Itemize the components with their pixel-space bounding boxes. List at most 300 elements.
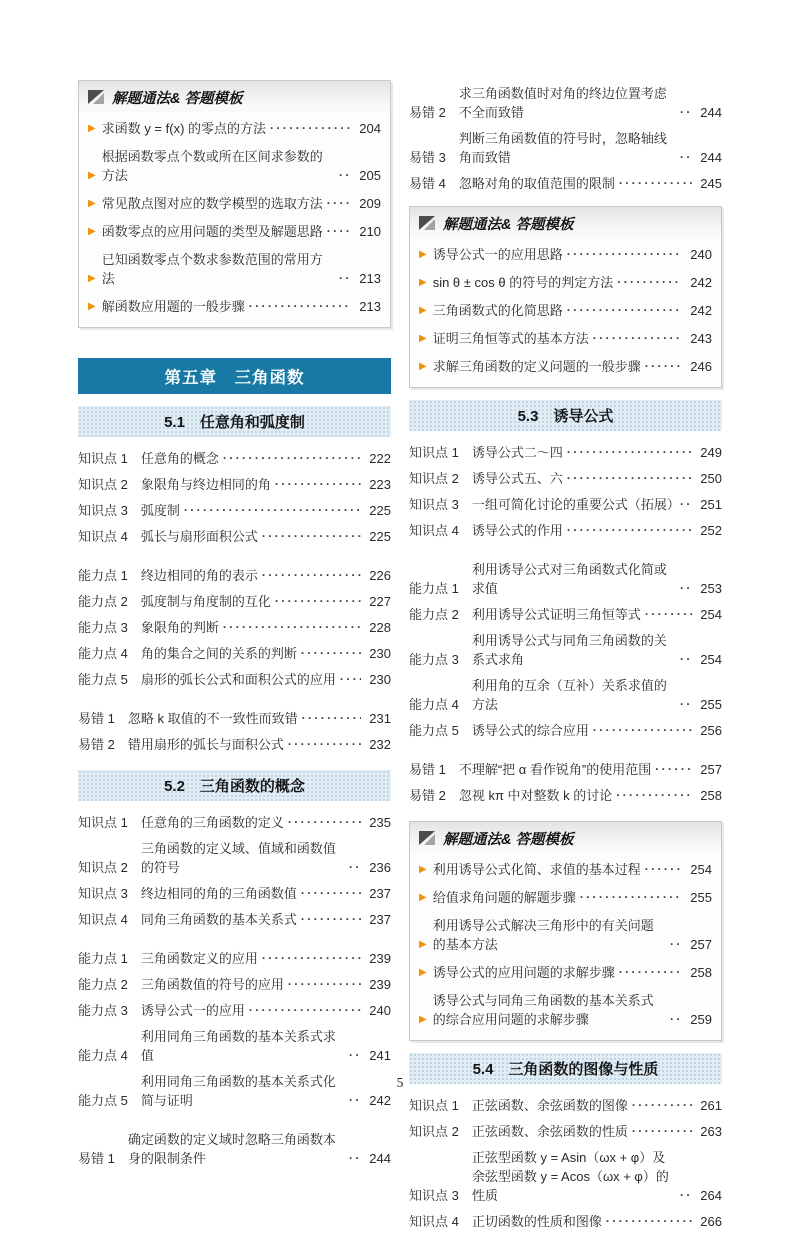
dot-leader: [327, 222, 351, 241]
entry-title: 利用角的互余（互补）关系求值的方法: [471, 677, 667, 712]
arrow-bullet-icon: ▶: [88, 169, 96, 181]
dot-leader: [680, 148, 692, 167]
toc-entry: [78, 614, 391, 640]
entry-label: 易错 1: [78, 710, 115, 726]
entry-title: 象限角的判断: [140, 619, 219, 635]
page-ref: 205: [359, 167, 381, 183]
dot-leader: [567, 301, 682, 320]
dot-leader: [301, 644, 361, 663]
entry-label: 知识点 4: [409, 1213, 459, 1229]
arrow-bullet-icon: ▶: [419, 332, 427, 344]
entry-label: 知识点 4: [78, 528, 128, 544]
right-column: [409, 80, 722, 1229]
dot-leader: [288, 813, 361, 832]
entry-title: 求函数 y = f(x) 的零点的方法: [101, 120, 267, 136]
page-ref: 209: [359, 195, 381, 211]
entry-group: [78, 809, 391, 932]
entry-title: 利用同角三角函数的基本关系式求值: [140, 1028, 336, 1063]
arrow-bullet-icon: ▶: [419, 863, 427, 875]
method-box-header: [410, 822, 721, 853]
arrow-bullet-icon: ▶: [88, 272, 96, 284]
method-item: [419, 240, 712, 268]
dot-leader: [645, 860, 682, 879]
toc-entry: [78, 445, 391, 471]
entry-label: 能力点 4: [78, 645, 128, 661]
footer-page-number: 5: [396, 1075, 404, 1090]
page-ref: 244: [700, 104, 722, 120]
toc-entry: [78, 640, 391, 666]
entry-label: 知识点 2: [78, 476, 128, 492]
dot-leader: [567, 469, 692, 488]
dot-leader: [680, 650, 692, 669]
entry-title: 正弦函数、余弦函数的性质: [471, 1123, 628, 1139]
toc-entry: [78, 497, 391, 523]
entry-label: 能力点 4: [78, 1047, 128, 1063]
dot-leader: [340, 670, 361, 689]
dot-leader: [670, 1010, 682, 1029]
page-ref: 222: [369, 450, 391, 466]
dot-leader: [567, 521, 692, 540]
entry-title: 忽略 k 取值的不一致性而致错: [127, 710, 298, 726]
dot-leader: [301, 910, 361, 929]
dot-leader: [632, 1096, 692, 1115]
toc-entry: [409, 517, 722, 543]
entry-group: [409, 1092, 722, 1234]
entry-title: 三角函数值的符号的应用: [140, 976, 284, 992]
method-box-title: 解题通法& 答题模板: [112, 91, 243, 107]
page-ref: 241: [369, 1047, 391, 1063]
dot-leader: [680, 495, 692, 514]
page-ref: 237: [369, 911, 391, 927]
entry-title: 已知函数零点个数求参数范围的常用方法: [101, 251, 323, 286]
page-ref: 228: [369, 619, 391, 635]
entry-label: 能力点 4: [409, 696, 459, 712]
arrow-bullet-icon: ▶: [88, 197, 96, 209]
page-ref: 258: [700, 787, 722, 803]
dot-leader: [249, 1001, 361, 1020]
entry-label: 能力点 3: [78, 619, 128, 635]
toc-entry: [409, 170, 722, 196]
entry-title: 正切函数的性质和图像: [471, 1213, 602, 1229]
entry-title: 函数零点的应用问题的类型及解题思路: [101, 223, 323, 239]
entry-label: 知识点 2: [78, 859, 128, 875]
entry-label: 能力点 1: [78, 950, 128, 966]
page-ref: 244: [369, 1150, 391, 1166]
dot-leader: [645, 357, 682, 376]
toc-entry: [409, 627, 722, 672]
entry-title: 给值求角问题的解题步骤: [432, 889, 576, 905]
page-ref: 261: [700, 1097, 722, 1113]
arrow-bullet-icon: ▶: [419, 276, 427, 288]
entry-group: [409, 439, 722, 543]
entry-title: 一组可简化讨论的重要公式（拓展）: [471, 496, 680, 512]
toc-entry: [409, 125, 722, 170]
page-ref: 225: [369, 502, 391, 518]
entry-group: [409, 556, 722, 743]
entry-label: 知识点 4: [409, 522, 459, 538]
entry-label: 知识点 1: [78, 814, 128, 830]
entry-label: 能力点 1: [78, 567, 128, 583]
method-item: [419, 958, 712, 986]
dot-leader: [567, 443, 692, 462]
entry-title: 诱导公式一的应用: [140, 1002, 245, 1018]
toc-entry: [409, 672, 722, 717]
dot-leader: [349, 1091, 361, 1110]
toc-entry: [78, 666, 391, 692]
toc-entry: [78, 562, 391, 588]
section-heading: 5.2 三角函数的概念: [78, 770, 391, 801]
toc-entry: [409, 556, 722, 601]
dot-leader: [223, 449, 361, 468]
page-ref: 239: [369, 950, 391, 966]
method-item: [419, 268, 712, 296]
entry-label: 易错 2: [78, 736, 115, 752]
toc-page: [78, 80, 722, 1229]
method-box-title: 解题通法& 答题模板: [443, 217, 574, 233]
method-item: [88, 114, 381, 142]
method-item: [88, 217, 381, 245]
entry-label: 知识点 2: [409, 1123, 459, 1139]
dot-leader: [262, 949, 361, 968]
entry-label: 知识点 3: [409, 1187, 459, 1203]
page-ref: 244: [700, 149, 722, 165]
page-ref: 239: [369, 976, 391, 992]
entry-label: 易错 2: [409, 104, 446, 120]
arrow-bullet-icon: ▶: [419, 891, 427, 903]
entry-title: 弧长与扇形面积公式: [140, 528, 258, 544]
page-ref: 242: [690, 302, 712, 318]
entry-title: 诱导公式的作用: [471, 522, 563, 538]
page-ref: 254: [700, 606, 722, 622]
entry-title: 常见散点图对应的数学模型的选取方法: [101, 195, 323, 211]
toc-entry: [409, 80, 722, 125]
page-ref: 266: [700, 1213, 722, 1229]
page-ref: 249: [700, 444, 722, 460]
toc-entry: [78, 523, 391, 549]
dot-leader: [655, 760, 692, 779]
dot-leader: [645, 605, 692, 624]
page-ref: 232: [369, 736, 391, 752]
page-ref: 242: [369, 1092, 391, 1108]
dot-leader: [288, 975, 361, 994]
page-ref: 252: [700, 522, 722, 538]
entry-title: sin θ ± cos θ 的符号的判定方法: [432, 274, 614, 290]
entry-title: 任意角的三角函数的定义: [140, 814, 284, 830]
toc-entry: [78, 731, 391, 757]
entry-label: 知识点 2: [409, 470, 459, 486]
page-ref: 245: [700, 175, 722, 191]
toc-entry: [78, 906, 391, 932]
dot-leader: [349, 1149, 361, 1168]
entry-title: 象限角与终边相同的角: [140, 476, 271, 492]
toc-entry: [409, 782, 722, 808]
dot-leader: [580, 888, 682, 907]
entry-title: 诱导公式与同角三角函数的基本关系式的综合应用问题的求解步骤: [432, 992, 654, 1027]
page-ref: 210: [359, 223, 381, 239]
method-item: [419, 855, 712, 883]
dot-leader: [567, 245, 682, 264]
arrow-bullet-icon: ▶: [88, 122, 96, 134]
method-item: [88, 142, 381, 189]
arrow-bullet-icon: ▶: [419, 966, 427, 978]
page-ref: 255: [690, 889, 712, 905]
entry-label: 能力点 5: [78, 671, 128, 687]
page-ref: 254: [700, 651, 722, 667]
dot-leader: [616, 786, 692, 805]
entry-label: 能力点 5: [78, 1092, 128, 1108]
method-item: [419, 324, 712, 352]
entry-label: 能力点 3: [78, 1002, 128, 1018]
dot-leader: [288, 735, 361, 754]
entry-title: 三角函数定义的应用: [140, 950, 258, 966]
page-ref: 213: [359, 298, 381, 314]
page-ref: 257: [690, 936, 712, 952]
page-ref: 259: [690, 1011, 712, 1027]
method-box-title: 解题通法& 答题模板: [443, 832, 574, 848]
dot-leader: [223, 618, 361, 637]
dot-leader: [184, 501, 361, 520]
page-ref: 226: [369, 567, 391, 583]
entry-title: 求三角函数值时对角的终边位置考虑不全而致错: [458, 85, 667, 120]
toc-entry: [409, 439, 722, 465]
dot-leader: [617, 273, 682, 292]
toc-entry: [78, 945, 391, 971]
toc-entry: [409, 717, 722, 743]
toc-entry: [78, 588, 391, 614]
toc-entry: [409, 601, 722, 627]
page-ref: 254: [690, 861, 712, 877]
entry-title: 利用诱导公式解决三角形中的有关问题的基本方法: [432, 917, 654, 952]
entry-label: 易错 1: [409, 761, 446, 777]
entry-group: [78, 705, 391, 757]
dot-leader: [593, 329, 682, 348]
entry-title: 任意角的概念: [140, 450, 219, 466]
arrow-bullet-icon: ▶: [419, 1013, 427, 1025]
dot-leader: [606, 1212, 692, 1231]
entry-title: 不理解“把 α 看作锐角”的使用范围: [458, 761, 652, 777]
page-ref: 240: [690, 246, 712, 262]
entry-title: 诱导公式的应用问题的求解步骤: [432, 964, 615, 980]
toc-entry: [409, 491, 722, 517]
dot-leader: [262, 566, 361, 585]
entry-title: 证明三角恒等式的基本方法: [432, 330, 589, 346]
entry-title: 诱导公式的综合应用: [471, 722, 589, 738]
toc-entry: [409, 1092, 722, 1118]
toc-entry: [409, 465, 722, 491]
method-box-header: [410, 207, 721, 238]
dot-leader: [301, 884, 361, 903]
toc-entry: [409, 1208, 722, 1234]
dot-leader: [339, 166, 351, 185]
entry-label: 知识点 1: [78, 450, 128, 466]
page-ref: 227: [369, 593, 391, 609]
entry-title: 角的集合之间的关系的判断: [140, 645, 297, 661]
entry-title: 解函数应用题的一般步骤: [101, 298, 245, 314]
dot-leader: [632, 1122, 692, 1141]
page-ref: 230: [369, 645, 391, 661]
toc-entry: [78, 997, 391, 1023]
entry-group: [409, 80, 722, 196]
page-ref: 256: [700, 722, 722, 738]
method-box: [409, 821, 722, 1041]
flag-icon: [419, 831, 436, 846]
flag-icon: [419, 216, 436, 231]
method-box: [409, 206, 722, 388]
toc-entry: [409, 756, 722, 782]
dot-leader: [275, 475, 361, 494]
entry-title: 正弦函数、余弦函数的图像: [471, 1097, 628, 1113]
dot-leader: [339, 269, 351, 288]
entry-title: 三角函数式的化简思路: [432, 302, 563, 318]
toc-entry: [78, 880, 391, 906]
toc-entry: [78, 471, 391, 497]
method-item: [419, 352, 712, 380]
page-ref: 240: [369, 1002, 391, 1018]
entry-title: 利用诱导公式证明三角恒等式: [471, 606, 641, 622]
arrow-bullet-icon: ▶: [88, 225, 96, 237]
page-ref: 225: [369, 528, 391, 544]
entry-label: 知识点 3: [78, 885, 128, 901]
dot-leader: [680, 695, 692, 714]
toc-entry: [78, 1126, 391, 1171]
page-ref: 204: [359, 120, 381, 136]
page-ref: 263: [700, 1123, 722, 1139]
dot-leader: [670, 935, 682, 954]
entry-title: 忽略对角的取值范围的限制: [458, 175, 615, 191]
entry-title: 三角函数的定义域、值域和函数值的符号: [140, 840, 336, 875]
entry-title: 弧度制: [140, 502, 180, 518]
page-ref: 235: [369, 814, 391, 830]
entry-label: 能力点 3: [409, 651, 459, 667]
entry-title: 扇形的弧长公式和面积公式的应用: [140, 671, 336, 687]
entry-title: 利用诱导公式与同角三角函数的关系式求角: [471, 632, 667, 667]
arrow-bullet-icon: ▶: [419, 248, 427, 260]
entry-title: 诱导公式二～四: [471, 444, 563, 460]
page-ref: 257: [700, 761, 722, 777]
toc-entry: [409, 1118, 722, 1144]
entry-title: 利用诱导公式对三角函数式化简或求值: [471, 561, 667, 596]
page-ref: 230: [369, 671, 391, 687]
page-ref: 231: [369, 710, 391, 726]
toc-entry: [78, 1023, 391, 1068]
arrow-bullet-icon: ▶: [419, 938, 427, 950]
entry-label: 知识点 3: [409, 496, 459, 512]
method-box-header: [79, 81, 390, 112]
section-heading: 5.3 诱导公式: [409, 400, 722, 431]
entry-label: 知识点 3: [78, 502, 128, 518]
entry-title: 确定函数的定义域时忽略三角函数本身的限制条件: [127, 1131, 336, 1166]
entry-label: 能力点 2: [78, 976, 128, 992]
entry-group: [78, 1126, 391, 1171]
toc-entry: [78, 809, 391, 835]
entry-label: 能力点 2: [409, 606, 459, 622]
dot-leader: [619, 963, 682, 982]
method-item: [419, 911, 712, 958]
page-ref: 237: [369, 885, 391, 901]
dot-leader: [349, 1046, 361, 1065]
method-box: [78, 80, 391, 328]
page-ref: 264: [700, 1187, 722, 1203]
dot-leader: [593, 721, 692, 740]
section-heading: 5.1 任意角和弧度制: [78, 406, 391, 437]
page-ref: 243: [690, 330, 712, 346]
page-ref: 258: [690, 964, 712, 980]
toc-entry: [78, 835, 391, 880]
entry-title: 同角三角函数的基本关系式: [140, 911, 297, 927]
dot-leader: [680, 1186, 692, 1205]
toc-entry: [78, 705, 391, 731]
entry-title: 弧度制与角度制的互化: [140, 593, 271, 609]
page-ref: 255: [700, 696, 722, 712]
toc-entry: [409, 1144, 722, 1208]
entry-title: 终边相同的角的表示: [140, 567, 258, 583]
entry-title: 根据函数零点个数或所在区间求参数的方法: [101, 148, 323, 183]
entry-label: 能力点 1: [409, 580, 459, 596]
entry-label: 易错 2: [409, 787, 446, 803]
dot-leader: [680, 103, 692, 122]
dot-leader: [349, 858, 361, 877]
arrow-bullet-icon: ▶: [88, 300, 96, 312]
page-ref: 253: [700, 580, 722, 596]
method-item: [419, 986, 712, 1033]
entry-title: 求解三角函数的定义问题的一般步骤: [432, 358, 641, 374]
entry-label: 知识点 1: [409, 444, 459, 460]
method-item: [419, 883, 712, 911]
dot-leader: [327, 194, 351, 213]
entry-label: 能力点 2: [78, 593, 128, 609]
arrow-bullet-icon: ▶: [419, 304, 427, 316]
entry-label: 易错 1: [78, 1150, 115, 1166]
entry-title: 判断三角函数值的符号时，忽略轴线角而致错: [458, 130, 667, 165]
entry-label: 知识点 4: [78, 911, 128, 927]
entry-title: 利用同角三角函数的基本关系式化简与证明: [140, 1073, 336, 1108]
entry-title: 诱导公式五、六: [471, 470, 563, 486]
toc-entry: [78, 971, 391, 997]
method-item: [88, 245, 381, 292]
entry-title: 诱导公式一的应用思路: [432, 246, 563, 262]
entry-title: 终边相同的角的三角函数值: [140, 885, 297, 901]
flag-icon: [88, 90, 105, 105]
dot-leader: [275, 592, 361, 611]
entry-label: 易错 4: [409, 175, 446, 191]
page-ref: 251: [700, 496, 722, 512]
entry-title: 利用诱导公式化简、求值的基本过程: [432, 861, 641, 877]
page-ref: 242: [690, 274, 712, 290]
dot-leader: [262, 527, 361, 546]
page-ref: 223: [369, 476, 391, 492]
entry-title: 错用扇形的弧长与面积公式: [127, 736, 284, 752]
entry-label: 知识点 1: [409, 1097, 459, 1113]
method-item: [88, 292, 381, 320]
chapter-heading: 第五章 三角函数: [78, 358, 391, 394]
entry-group: [78, 562, 391, 692]
page-ref: 236: [369, 859, 391, 875]
page-ref: 213: [359, 270, 381, 286]
arrow-bullet-icon: ▶: [419, 360, 427, 372]
entry-group: [409, 756, 722, 808]
page-ref: 246: [690, 358, 712, 374]
entry-label: 能力点 5: [409, 722, 459, 738]
method-item: [419, 296, 712, 324]
dot-leader: [619, 174, 692, 193]
entry-group: [78, 445, 391, 549]
entry-label: 易错 3: [409, 149, 446, 165]
dot-leader: [249, 297, 351, 316]
dot-leader: [270, 119, 351, 138]
dot-leader: [680, 579, 692, 598]
page-ref: 250: [700, 470, 722, 486]
method-item: [88, 189, 381, 217]
